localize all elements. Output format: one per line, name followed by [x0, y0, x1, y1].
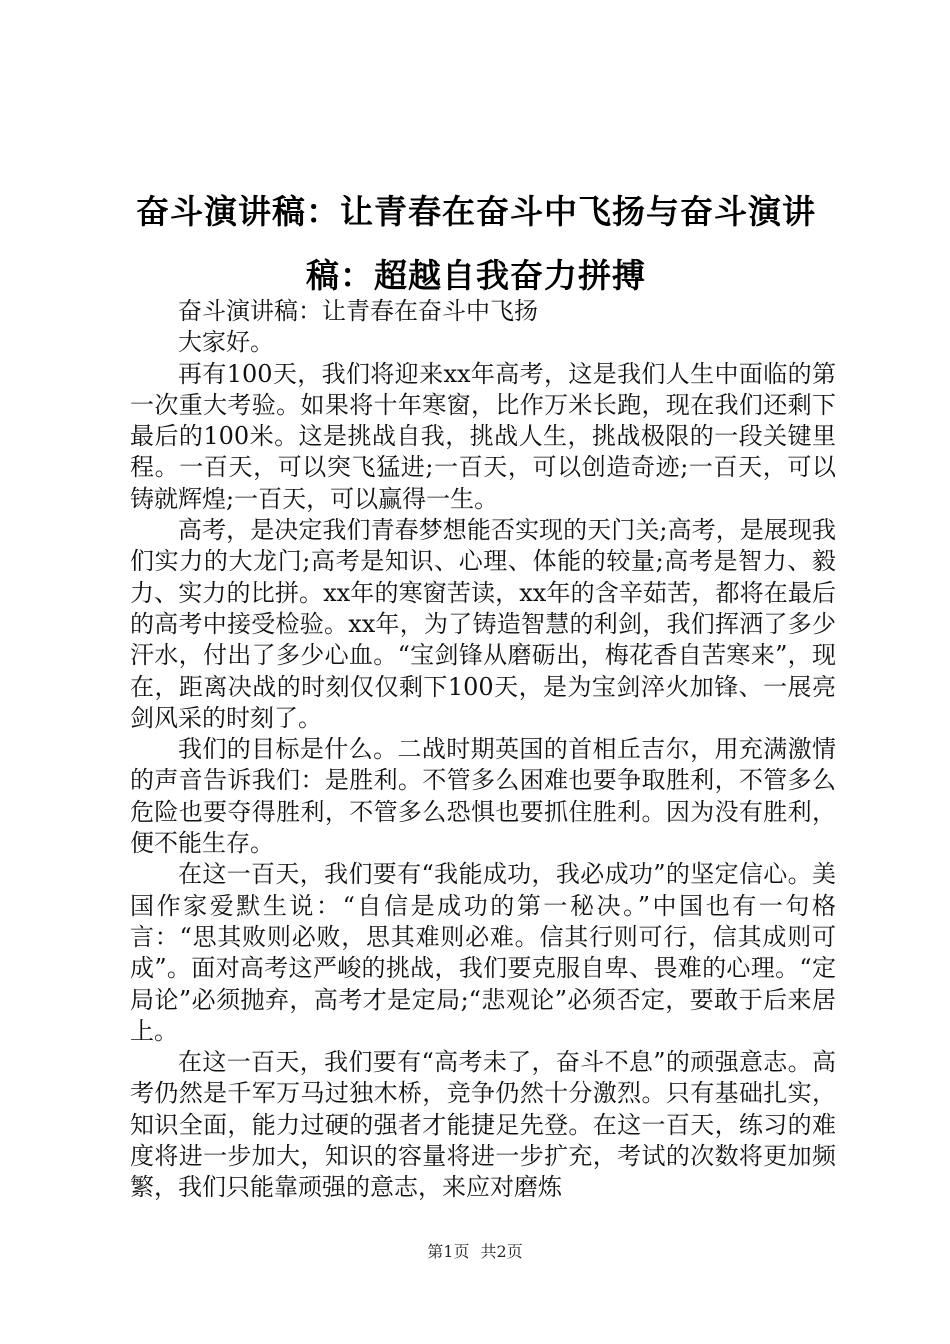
page-total: 共2页 — [480, 1242, 523, 1261]
paragraph: 高考，是决定我们青春梦想能否实现的天门关;高考，是展现我们实力的大龙门;高考是知识、心理、体能的较量;高考是智力、毅力、实力的比拼。xx年的寒窗苦读，xx年的含辛茹苦，都将在最后的高考中接受检验。xx年，为了铸造智慧的利剑，我们挥洒了多少汗水，付出了多少心血。“宝剑锋从磨砺出，梅花香自苦寒来”，现在，距离决战的时刻仅仅剩下100天，是为宝剑淬火加锋、一展亮剑风采的时刻了。 — [130, 516, 836, 732]
page-number: 第1页 — [427, 1242, 470, 1261]
page-footer — [0, 1242, 950, 1262]
document-body — [130, 296, 836, 1204]
paragraph-subtitle: 奋斗演讲稿：让青春在奋斗中飞扬 — [178, 297, 538, 325]
paragraph: 再有100天，我们将迎来xx年高考，这是我们人生中面临的第一次重大考验。如果将十年寒窗，比作万米长跑，现在我们还剩下最后的100米。这是挑战自我，挑战人生，挑战极限的一段关键里程。一百天，可以突飞猛进;一百天，可以创造奇迹;一百天，可以铸就辉煌;一百天，可以赢得一生。 — [130, 359, 836, 513]
paragraph-greeting: 大家好。 — [178, 328, 274, 357]
document-title: 奋斗演讲稿：让青春在奋斗中飞扬与奋斗演讲稿：超越自我奋力拼搏 — [136, 192, 816, 295]
paragraph: 我们的目标是什么。二战时期英国的首相丘吉尔，用充满激情的声音告诉我们：是胜利。不管多么困难也要争取胜利，不管多么危险也要夺得胜利，不管多么恐惧也要抓住胜利。因为没有胜利，便不能生存。 — [130, 735, 836, 858]
paragraph: 在这一百天，我们要有“高考未了，奋斗不息”的顽强意志。高考仍然是千军万马过独木桥，竞争仍然十分激烈。只有基础扎实，知识全面，能力过硬的强者才能捷足先登。在这一百天，练习的难度将进一步加大，知识的容量将进一步扩充，考试的次数将更加频繁，我们只能靠顽强的意志，来应对磨炼 — [130, 1048, 836, 1202]
paragraph: 在这一百天，我们要有“我能成功，我必成功”的坚定信心。美国作家爱默生说：“自信是成功的第一秘决。”中国也有一句格言：“思其败则必败，思其难则必难。信其行则可行，信其成则可成”。面对高考这严峻的挑战，我们要克服自卑、畏难的心理。“定局论”必须抛弃，高考才是定局;“悲观论”必须否定，要敢于后来居上。 — [130, 860, 836, 1045]
